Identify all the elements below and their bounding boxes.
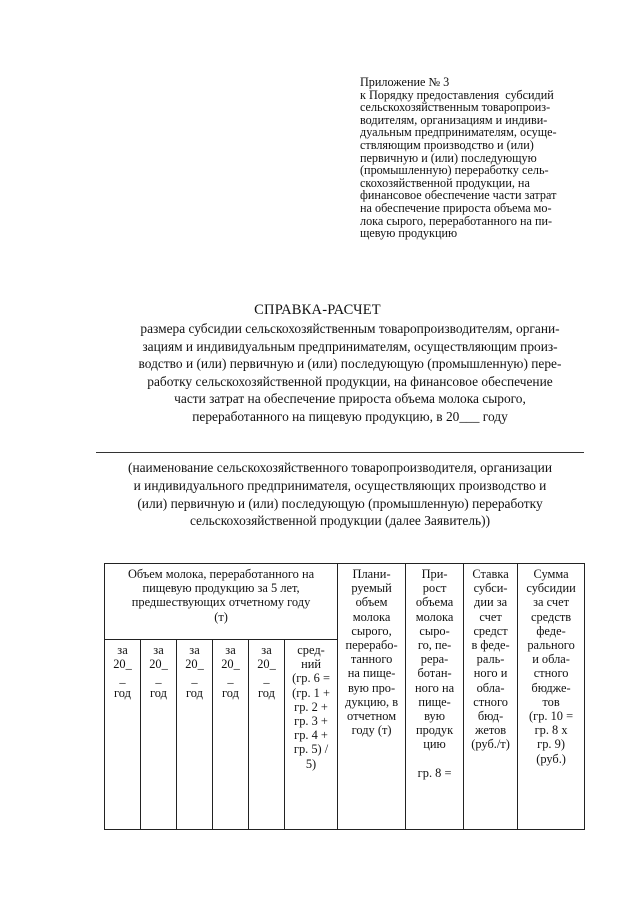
planned-volume-header: Плани- руемый объем молока сырого, перерабо- танного на пище- вую про- дукцию, в отчетном году (т) <box>338 564 406 830</box>
document-title: СПРАВКА-РАСЧЕТ <box>254 302 381 318</box>
year-5-header: за 20_ _ год <box>249 640 285 830</box>
average-volume-header: сред- ний (гр. 6 = (гр. 1 + гр. 2 + гр. 3 + гр. 4 + гр. 5) / 5) <box>285 640 338 830</box>
applicant-name-line <box>96 452 584 453</box>
year-2-header: за 20_ _ год <box>141 640 177 830</box>
year-4-header: за 20_ _ год <box>213 640 249 830</box>
growth-volume-header: При- рост объема молока сыро- го, пе- рера- ботан- ного на пище- вую продук цию гр. 8 = <box>406 564 464 830</box>
subsidy-sum-header: Сумма субсидии за счет средств феде- рального и обла- стного бюдже- тов (гр. 10 = гр. 8 х гр. 9) (руб.) <box>518 564 585 830</box>
subsidy-rate-header: Ставка субси- дии за счет средст в феде- раль- ного и обла- стного бюд- жетов (руб./т) <box>464 564 518 830</box>
volume-5-years-header: Объем молока, переработанного на пищевую продукцию за 5 лет, предшествующих отчетному году (т) <box>105 564 338 640</box>
calculation-table <box>104 563 585 830</box>
year-1-header: за 20_ _ год <box>105 640 141 830</box>
document-subtitle: размера субсидии сельскохозяйственным товаропроизводителям, органи- зациям и индивидуальным предпринимателям, осуществляющим произ- водство и (или) первичную и (или) последующую (промышленную) пере- работку сельскохозяйственной продукции, на финансовое обеспечение части затрат на обеспечение прироста объема молока сырого, переработанного на пищевую продукцию, в 20___ году <box>138 321 562 424</box>
applicant-caption: (наименование сельскохозяйственного товаропроизводителя, организации и индивидуального предпринимателя, осуществляющих производство и (или) первичную и (или) последующую (промышленную) переработку сельскохозяйственной продукции (далее Заявитель)) <box>127 460 552 529</box>
appendix-header: Приложение № 3 к Порядку предоставления субсидий сельскохозяйственным товаропроиз- водителям, организациям и индиви- дуальным предпринимателям, осуще- ствляющим производство и (или) первичную и (или) последующую (промышленную) переработку сель- скохозяйственной продукции, на финансовое обеспечение части затрат на обеспечение прироста объема мо- лока сырого, переработанного на пи- щевую продукцию <box>360 75 557 241</box>
year-3-header: за 20_ _ год <box>177 640 213 830</box>
